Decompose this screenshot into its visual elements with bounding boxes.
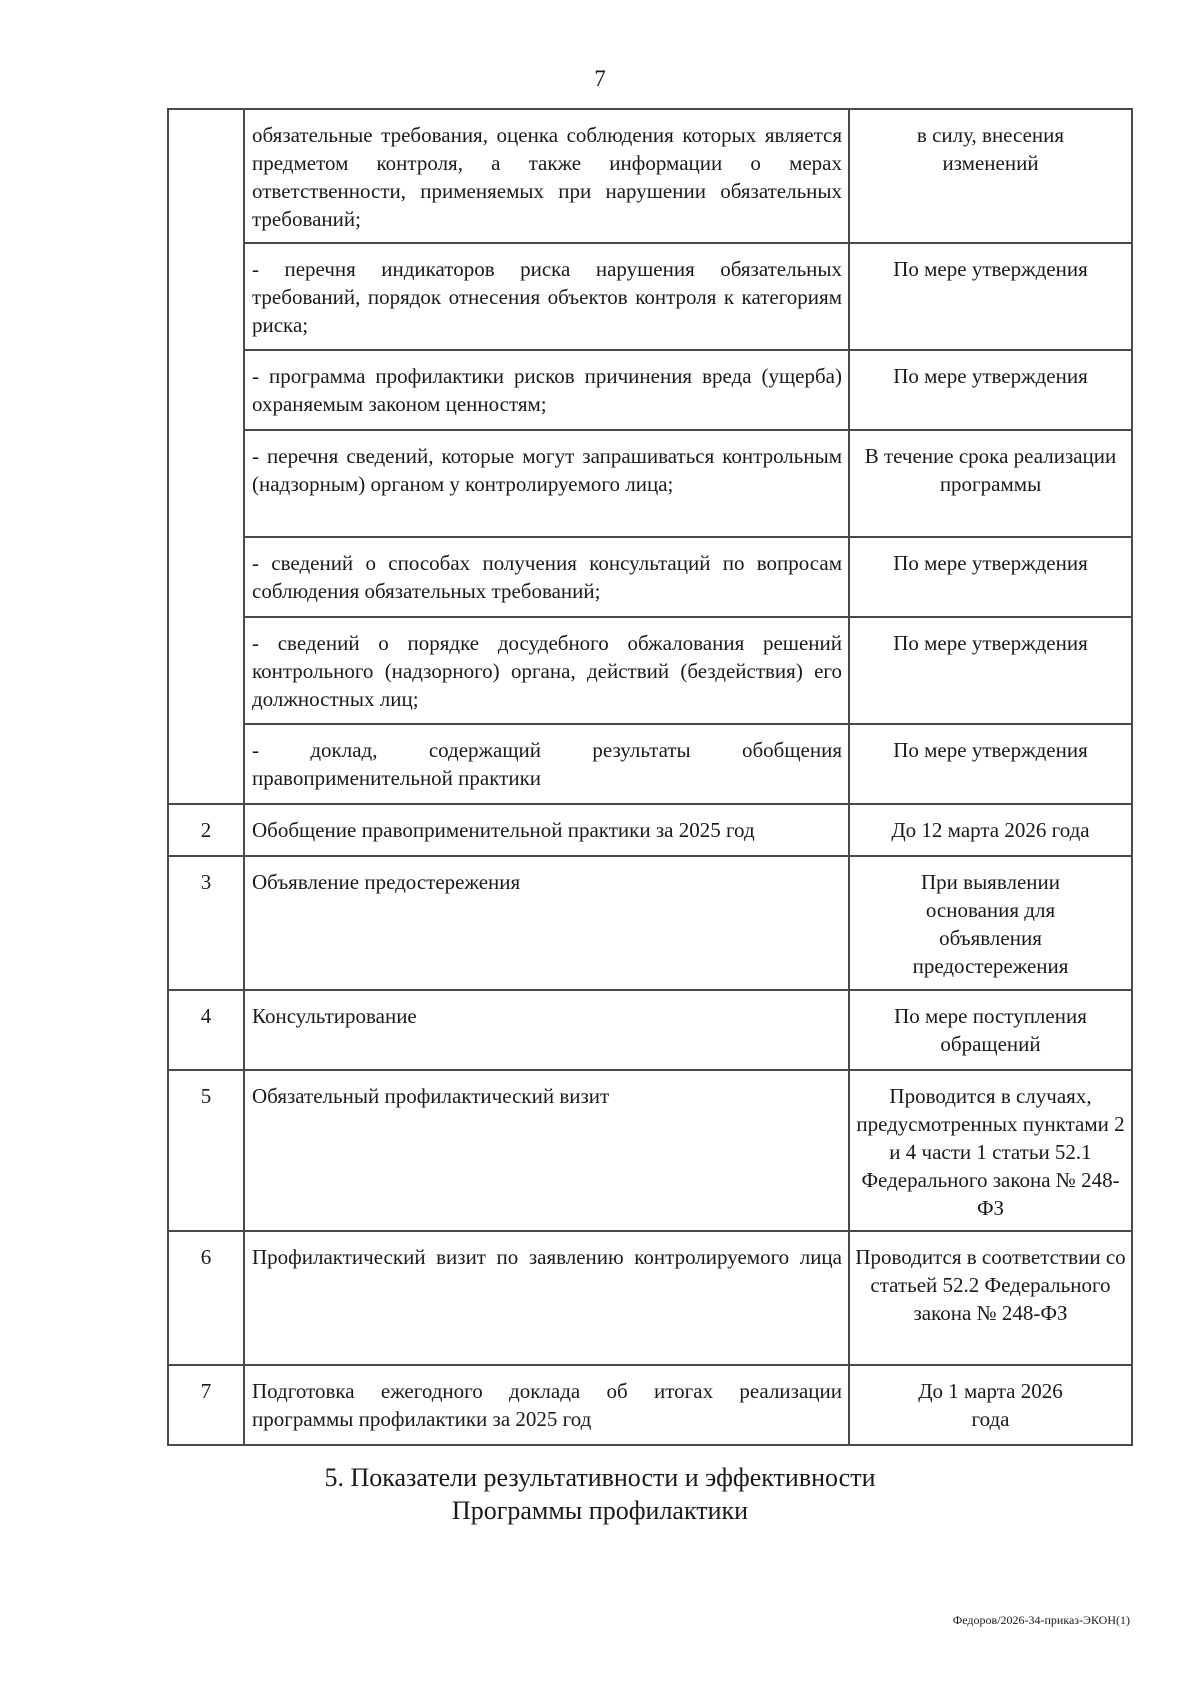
table-row: [168, 617, 1132, 724]
table-row: [168, 804, 1132, 856]
table-row: [168, 243, 1132, 350]
deadline-cell: [849, 243, 1132, 350]
deadline-text: До 1 марта 2026 года: [918, 1379, 1063, 1431]
activity-text: Обязательный профилактический визит: [252, 1084, 610, 1108]
activity-cell: [244, 243, 849, 350]
deadline-cell: [849, 990, 1132, 1070]
activity-text: Профилактический визит по заявлению контролируемого лица: [252, 1245, 842, 1269]
deadline-text: До 12 марта 2026 года: [891, 818, 1090, 842]
activity-cell: [244, 1231, 849, 1365]
activity-cell: [244, 430, 849, 537]
deadline-cell: [849, 1231, 1132, 1365]
table-row: [168, 350, 1132, 430]
table-row: [168, 1231, 1132, 1365]
section-heading: [0, 1461, 1200, 1527]
row-number: 6: [200, 1245, 212, 1269]
activity-text: - перечня индикаторов риска нарушения обязательных требований, порядок отнесения объектов контроля к категориям риска;: [252, 257, 842, 337]
deadline-text: По мере утверждения: [893, 364, 1088, 388]
deadline-text: В течение срока реализации программы: [864, 444, 1117, 496]
activity-cell: [244, 990, 849, 1070]
activity-text: обязательные требования, оценка соблюдения которых является предметом контроля, а также информации о мерах ответственности, применяемых при нарушении обязательных требований;: [252, 123, 842, 231]
activity-cell: [244, 617, 849, 724]
deadline-cell: [849, 430, 1132, 537]
deadline-text: При выявлении основания для объявления предостережения: [912, 870, 1069, 978]
deadline-text: в силу, внесения изменений: [916, 123, 1065, 175]
row-number-cell: [168, 1231, 244, 1365]
section-heading-line2: Программы профилактики: [451, 1496, 749, 1525]
table-row: [168, 1365, 1132, 1445]
deadline-cell: [849, 109, 1132, 243]
deadline-text: Проводится в случаях, предусмотренных пунктами 2 и 4 части 1 статьи 52.1 Федерального закона № 248-ФЗ: [856, 1084, 1125, 1220]
table-row: [168, 856, 1132, 990]
activity-text: - программа профилактики рисков причинения вреда (ущерба) охраняемым законом ценностям;: [252, 364, 842, 416]
section-heading-line1: 5. Показатели результативности и эффективности: [324, 1463, 876, 1492]
document-footer-code: Федоров/2026-34-приказ-ЭКОН(1): [952, 1613, 1130, 1627]
row-number: 5: [200, 1084, 212, 1108]
activity-cell: [244, 350, 849, 430]
row-number-cell: [168, 856, 244, 990]
activity-text: - перечня сведений, которые могут запрашиваться контрольным (надзорным) органом у контролируемого лица;: [252, 444, 842, 496]
table-row: [168, 430, 1132, 537]
table-row: [168, 990, 1132, 1070]
deadline-cell: [849, 537, 1132, 617]
table-row: [168, 537, 1132, 617]
deadline-text: По мере поступления обращений: [894, 1004, 1087, 1056]
deadline-text: По мере утверждения: [893, 257, 1088, 281]
row-number-cell: [168, 804, 244, 856]
activity-cell: [244, 724, 849, 804]
deadline-cell: [849, 617, 1132, 724]
activity-cell: [244, 109, 849, 243]
row-number: 7: [200, 1379, 212, 1403]
activity-cell: [244, 1365, 849, 1445]
activity-text: Подготовка ежегодного доклада об итогах реализации программы профилактики за 2025 год: [252, 1379, 842, 1431]
row-number-cell: [168, 1365, 244, 1445]
deadline-cell: [849, 724, 1132, 804]
deadline-text: Проводится в соответствии со статьей 52.2 Федерального закона № 248-ФЗ: [855, 1245, 1126, 1325]
deadline-text: По мере утверждения: [893, 551, 1088, 575]
activity-text: Консультирование: [252, 1004, 417, 1028]
deadline-text: По мере утверждения: [893, 631, 1088, 655]
deadline-text: По мере утверждения: [893, 738, 1088, 762]
deadline-cell: [849, 856, 1132, 990]
row-number-cell: [168, 990, 244, 1070]
deadline-cell: [849, 1365, 1132, 1445]
prevention-plan-table: [167, 108, 1133, 1446]
activity-cell: [244, 537, 849, 617]
activity-text: Объявление предостережения: [252, 870, 521, 894]
table-row: [168, 724, 1132, 804]
row-number: 3: [200, 870, 212, 894]
activity-text: Обобщение правоприменительной практики за 2025 год: [252, 818, 755, 842]
activity-cell: [244, 1070, 849, 1231]
row-number-cell: [168, 1070, 244, 1231]
page-number: 7: [594, 66, 606, 91]
row-number: 4: [200, 1004, 212, 1028]
row-number-cell: [168, 109, 244, 804]
activity-text: - сведений о порядке досудебного обжалования решений контрольного (надзорного) органа, действий (бездействия) его должностных лиц;: [252, 631, 842, 711]
row-number: 2: [200, 818, 212, 842]
deadline-cell: [849, 804, 1132, 856]
deadline-cell: [849, 350, 1132, 430]
activity-cell: [244, 856, 849, 990]
table-row: [168, 1070, 1132, 1231]
activity-text: - сведений о способах получения консультаций по вопросам соблюдения обязательных требований;: [252, 551, 842, 603]
table-row: [168, 109, 1132, 243]
deadline-cell: [849, 1070, 1132, 1231]
activity-text: - доклад, содержащий результаты обобщения правоприменительной практики: [252, 738, 842, 790]
activity-cell: [244, 804, 849, 856]
